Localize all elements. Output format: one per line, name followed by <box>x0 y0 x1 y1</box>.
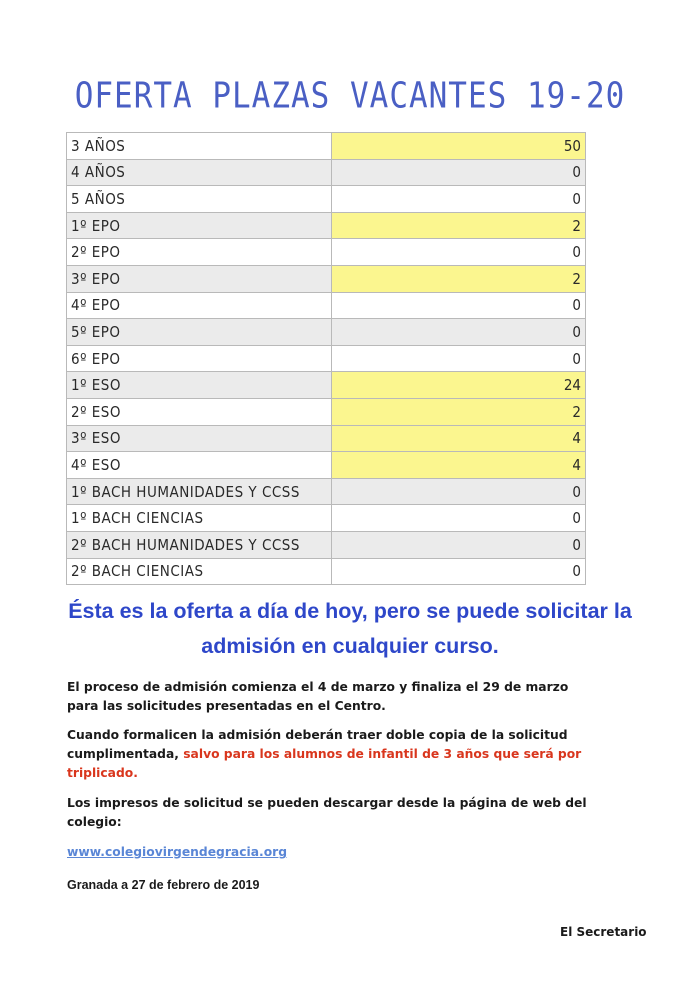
table-row <box>67 265 586 292</box>
signature: El Secretario <box>560 925 647 939</box>
vacancies-cell: 50 <box>332 133 586 160</box>
triplicate-note: salvo para los alumnos de infantil de 3 años que será por triplicado. <box>67 747 582 780</box>
table-row <box>67 292 586 319</box>
table-row <box>67 478 586 505</box>
date-line: Granada a 27 de febrero de 2019 <box>67 878 260 892</box>
table-row <box>67 505 586 532</box>
vacancies-cell: 0 <box>332 292 586 319</box>
table-row <box>67 372 586 399</box>
table-row <box>67 186 586 213</box>
course-cell: 3º EPO <box>67 265 332 292</box>
table-row <box>67 319 586 346</box>
course-cell: 6º EPO <box>67 345 332 372</box>
table-row <box>67 345 586 372</box>
table-row <box>67 398 586 425</box>
course-cell: 4º EPO <box>67 292 332 319</box>
course-cell: 4º ESO <box>67 452 332 479</box>
website-line <box>67 843 587 862</box>
vacancies-cell: 24 <box>332 372 586 399</box>
vacancies-cell: 0 <box>332 319 586 346</box>
course-cell: 4 AÑOS <box>67 159 332 186</box>
vacancies-cell: 2 <box>332 212 586 239</box>
course-cell: 1º EPO <box>67 212 332 239</box>
vacancies-cell: 0 <box>332 345 586 372</box>
table-row <box>67 239 586 266</box>
course-cell: 2º EPO <box>67 239 332 266</box>
copies-text: Cuando formalicen la admisión deberán traer doble copia de la solicitud cumplimentada, <box>67 728 568 761</box>
course-cell: 3 AÑOS <box>67 133 332 160</box>
table-row <box>67 531 586 558</box>
table-row <box>67 558 586 585</box>
table-row <box>67 212 586 239</box>
admission-period-paragraph: El proceso de admisión comienza el 4 de marzo y finaliza el 29 de marzo para las solicitudes presentadas en el Centro. <box>67 680 569 713</box>
course-cell: 3º ESO <box>67 425 332 452</box>
table-row <box>67 159 586 186</box>
vacancies-cell: 0 <box>332 186 586 213</box>
copies-paragraph <box>67 726 587 783</box>
vacancies-cell: 0 <box>332 558 586 585</box>
vacancies-cell: 4 <box>332 452 586 479</box>
vacancies-cell: 0 <box>332 239 586 266</box>
headline: Ésta es la oferta a día de hoy, pero se puede solicitar la admisión en cualquier curso. <box>68 599 632 658</box>
table-row <box>67 425 586 452</box>
vacancies-cell: 4 <box>332 425 586 452</box>
vacancies-table <box>66 132 586 585</box>
table-row <box>67 133 586 160</box>
table-row <box>67 452 586 479</box>
vacancies-cell: 2 <box>332 265 586 292</box>
course-cell: 1º ESO <box>67 372 332 399</box>
course-cell: 5 AÑOS <box>67 186 332 213</box>
course-cell: 1º BACH CIENCIAS <box>67 505 332 532</box>
vacancies-cell: 0 <box>332 505 586 532</box>
page-title: OFERTA PLAZAS VACANTES 19-20 <box>74 75 626 117</box>
course-cell: 1º BACH HUMANIDADES Y CCSS <box>67 478 332 505</box>
vacancies-cell: 0 <box>332 531 586 558</box>
download-paragraph: Los impresos de solicitud se pueden descargar desde la página de web del colegio: <box>67 796 587 829</box>
course-cell: 2º BACH CIENCIAS <box>67 558 332 585</box>
website-link[interactable]: www.colegiovirgendegracia.org <box>67 845 288 859</box>
vacancies-cell: 0 <box>332 159 586 186</box>
vacancies-table-body <box>67 133 586 585</box>
course-cell: 5º EPO <box>67 319 332 346</box>
vacancies-cell: 0 <box>332 478 586 505</box>
course-cell: 2º ESO <box>67 398 332 425</box>
course-cell: 2º BACH HUMANIDADES Y CCSS <box>67 531 332 558</box>
vacancies-cell: 2 <box>332 398 586 425</box>
